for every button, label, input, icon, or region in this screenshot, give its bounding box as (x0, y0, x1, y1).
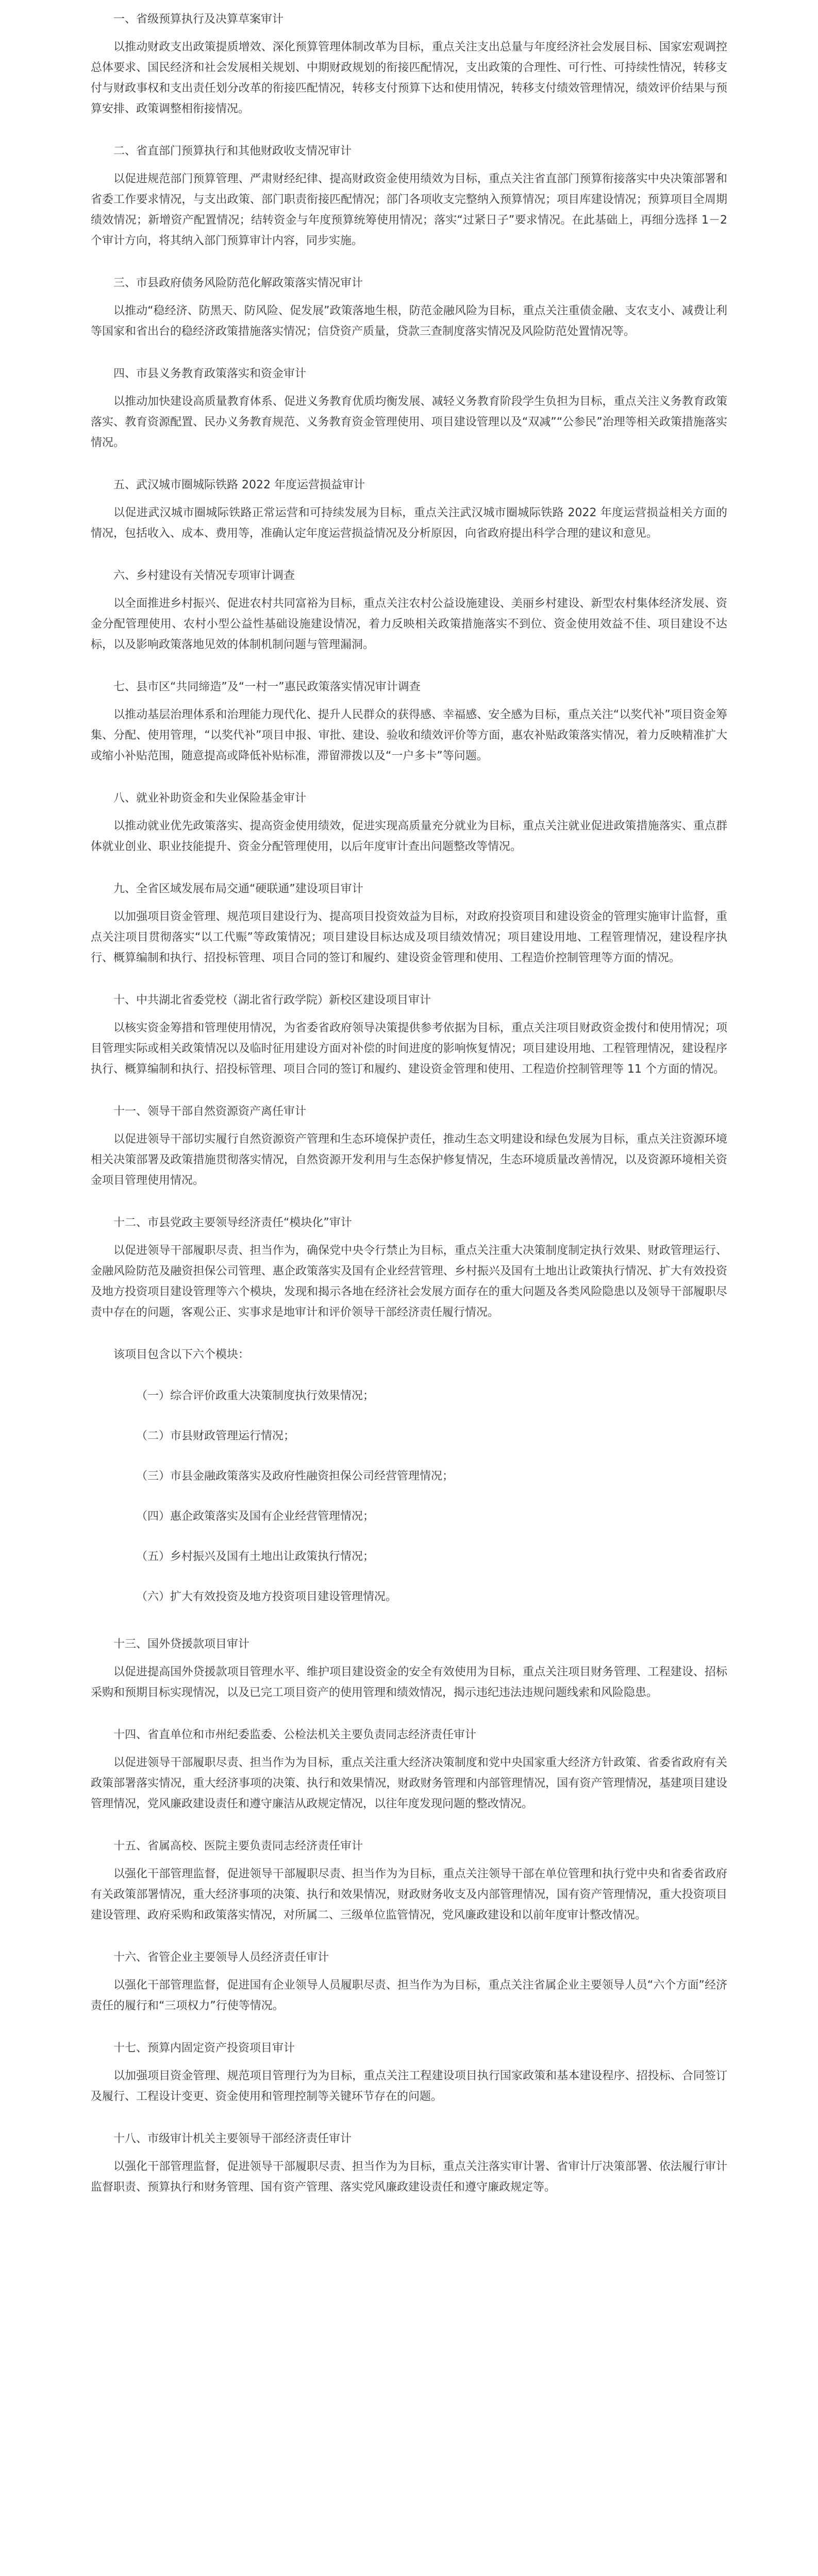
section-body: 以促进提高国外贷援款项目管理水平、维护项目建设资金的安全有效使用为目标，重点关注项目财务管理、工程建设、招标采购和预期目标实现情况，以及已完工项目资产的使用管理和绩效情况，揭示违纪违法违规问题线索和风险隐患。 (91, 1666, 727, 1699)
section (91, 364, 727, 453)
section-heading: 十一、领导干部自然资源资产离任审计 (113, 1105, 307, 1118)
section-heading: 七、县市区“共同缔造”及“一村一”惠民政策落实情况审计调查 (113, 681, 421, 693)
section (91, 141, 727, 251)
section (91, 1213, 727, 1323)
section-body: 以强化干部管理监督，促进领导干部履职尽责、担当作为为目标，重点关注领导干部在单位管理和执行党中央和省委省政府有关政策部署情况，重大经济事项的决策、执行和效果情况，财政财务收支及内部管理情况，国有资产管理情况，重大投资项目建设管理、政府采购和政策落实情况，对所属二、三级单位监管情况，党风廉政建设和以前年度审计整改情况。 (91, 1868, 727, 1922)
section (91, 1725, 727, 1815)
section-body: 以核实资金筹措和管理使用情况，为省委省政府领导决策提供参考依据为目标，重点关注项目财政资金拨付和使用情况；项目管理实际或相关政策情况以及临时征用建设方面对补偿的时间进度的影响恢复情况；项目建设用地、工程管理情况，建设程序执行、概算编制和执行、招投标管理、项目合同的签订和履约、建设资金管理和使用、工程造价控制管理等 11 个方面的情况。 (91, 1022, 727, 1076)
section-heading: 五、武汉城市圈城际铁路 2022 年度运营损益审计 (113, 479, 365, 492)
section-body: 以促进领导干部履职尽责、担当作为，确保党中央令行禁止为目标，重点关注重大决策制度制定执行效果、财政管理运行、金融风险防范及融资担保公司管理、惠企政策落实及国有企业经营管理、乡村振兴及国有土地出让政策执行情况、扩大有效投资及地方投资项目建设管理等六个模块，发现和揭示各地在经济社会发展方面存在的重大问题及各类风险隐患以及领导干部履职尽责中存在的问题，客观公正、实事求是地审计和评价领导干部经济责任履行情况。 (91, 1244, 727, 1319)
section-heading: 九、全省区域发展布局交通“硬联通”建设项目审计 (113, 883, 363, 895)
section (91, 677, 727, 767)
section-body: 以促进武汉城市圈城际铁路正常运营和可持续发展为目标，重点关注武汉城市圈城际铁路 2022 年度运营损益相关方面的情况，包括收入、成本、费用等，准确认定年度运营损益情况及分析原因，向省政府提出科学合理的建议和意见。 (91, 506, 727, 540)
section-heading: 三、市县政府债务风险防范化解政策落实情况审计 (113, 277, 363, 290)
section-body: 以全面推进乡村振兴、促进农村共同富裕为目标，重点关注农村公益设施建设、美丽乡村建设、新型农村集体经济发展、资金分配管理使用、农村小型公益性基础设施建设情况，着力反映相关政策措施落实不到位、资金使用效益不佳、项目建设不达标，以及影响政策落地见效的体制机制问题与管理漏洞。 (91, 597, 727, 651)
section-heading: 十七、预算内固定资产投资项目审计 (113, 2042, 295, 2055)
section-body: 以加强项目资金管理、规范项目管理行为为目标，重点关注工程建设项目执行国家政策和基本建设程序、招投标、合同签订及履行、工程设计变更、资金使用和管理控制等关键环节存在的问题。 (91, 2070, 727, 2103)
section-heading: 十八、市级审计机关主要领导干部经济责任审计 (113, 2132, 352, 2145)
section-body: 以促进领导干部切实履行自然资源资产管理和生态环境保护责任，推动生态文明建设和绿色发展为目标，重点关注资源环境相关决策部署及政策措施贯彻落实情况，自然资源开发利用与生态保护修复情况，生态环境质量改善情况，以及资源环境相关资金项目管理使用情况。 (91, 1133, 727, 1187)
sections-part-two (91, 1634, 727, 2198)
module-item: （四）惠企政策落实及国有企业经营管理情况； (136, 1510, 375, 1523)
section (91, 788, 727, 857)
section (91, 1947, 727, 2016)
module-list (91, 1386, 727, 1607)
section (91, 1836, 727, 1926)
section-heading: 十三、国外贷援款项目审计 (113, 1638, 250, 1651)
section-heading: 八、就业补助资金和失业保险基金审计 (113, 792, 307, 805)
module-item: （五）乡村振兴及国有土地出让政策执行情况； (136, 1550, 375, 1563)
section-heading: 十、中共湖北省委党校（湖北省行政学院）新校区建设项目审计 (113, 994, 431, 1007)
section (91, 273, 727, 342)
section (91, 475, 727, 544)
section (91, 9, 727, 120)
section-body: 以推动“稳经济、防黑天、防风险、促发展”政策落地生根，防范金融风险为目标，重点关注重债金融、支农支小、减费让利等国家和省出台的稳经济政策措施落实情况；信贷资产质量，贷款三查制度落实情况及风险防范处置情况等。 (91, 304, 727, 338)
section-body: 以推动财政支出政策提质增效、深化预算管理体制改革为目标，重点关注支出总量与年度经济社会发展目标、国家宏观调控总体要求、国民经济和社会发展相关规划、中期财政规划的衔接匹配情况，支出政策的合理性、可行性、可持续性情况，转移支付与财政事权和支出责任划分改革的衔接匹配情况，转移支付预算下达和使用情况，转移支付绩效管理情况，绩效评价结果与预算安排、政策调整相衔接情况。 (91, 41, 727, 115)
section-modules (91, 1345, 727, 1607)
module-item: （六）扩大有效投资及地方投资项目建设管理情况。 (136, 1590, 397, 1603)
section (91, 2129, 727, 2198)
section-heading: 十五、省属高校、医院主要负责同志经济责任审计 (113, 1840, 363, 1853)
section (91, 566, 727, 655)
section (91, 990, 727, 1080)
section-heading: 十四、省直单位和市州纪委监委、公检法机关主要负责同志经济责任审计 (113, 1728, 477, 1741)
section (91, 1101, 727, 1191)
section-body: 以强化干部管理监督，促进国有企业领导人员履职尽责、担当作为为目标，重点关注省属企业主要领导人员“六个方面”经济责任的履行和“三项权力”行使等情况。 (91, 1979, 727, 2012)
sections-part-one (91, 9, 727, 1323)
section-body: 以推动就业优先政策落实、提高资金使用绩效，促进实现高质量充分就业为目标，重点关注就业促进政策措施落实、重点群体就业创业、职业技能提升、资金分配管理使用，以后年度审计查出问题整改等情况。 (91, 820, 727, 853)
section-heading: 十二、市县党政主要领导经济责任“模块化”审计 (113, 1216, 352, 1229)
section (91, 879, 727, 969)
section-heading: 十六、省管企业主要领导人员经济责任审计 (113, 1951, 329, 1964)
section-heading: 二、省直部门预算执行和其他财政收支情况审计 (113, 145, 352, 158)
section-heading: 四、市县义务教育政策落实和资金审计 (113, 367, 307, 380)
section-body: 以推动基层治理体系和治理能力现代化、提升人民群众的获得感、幸福感、安全感为目标，重点关注“以奖代补”项目资金筹集、分配、使用管理，“以奖代补”项目申报、审批、建设、验收和绩效评价等方面，惠农补贴政策落实情况，着力反映精准扩大或缩小补贴范围，随意提高或降低补贴标准，滞留滞拨以及“一户多卡”等问题。 (91, 708, 727, 762)
module-item: （三）市县金融政策落实及政府性融资担保公司经营管理情况； (136, 1470, 454, 1483)
section-heading: 六、乡村建设有关情况专项审计调查 (113, 569, 295, 582)
modules-intro: 该项目包含以下六个模块： (113, 1348, 250, 1361)
module-item: （二）市县财政管理运行情况； (136, 1430, 295, 1443)
section-body: 以推动加快建设高质量教育体系、促进义务教育优质均衡发展、减轻义务教育阶段学生负担为目标，重点关注义务教育政策落实、教育资源配置、民办义务教育规范、义务教育资金管理使用、项目建设管理以及“双减”“公参民”治理等相关政策措施落实情况。 (91, 395, 727, 449)
section (91, 1634, 727, 1703)
section-body: 以促进规范部门预算管理、严肃财经纪律、提高财政资金使用绩效为目标，重点关注省直部门预算衔接落实中央决策部署和省委工作要求情况，与支出政策、部门职责衔接匹配情况；部门各项收支完整纳入预算情况；项目库建设情况；预算项目全周期绩效情况；新增资产配置情况；结转资金与年度预算统筹使用情况；落实“过紧日子”要求情况。在此基础上，再细分选择 1－2 个审计方向，将其纳入部门预算审计内容，同步实施。 (91, 173, 727, 247)
section-body: 以加强项目资金管理、规范项目建设行为、提高项目投资效益为目标，对政府投资项目和建设资金的管理实施审计监督，重点关注项目贯彻落实“以工代赈”等政策情况；项目建设目标达成及项目绩效情况；项目建设用地、工程管理情况，建设程序执行、概算编制和执行、招投标管理、项目合同的签订和履约、建设资金管理和使用、工程造价控制管理等方面的情况。 (91, 910, 727, 964)
section-heading: 一、省级预算执行及决算草案审计 (113, 13, 284, 26)
section-body: 以促进领导干部履职尽责、担当作为为目标，重点关注重大经济决策制度和党中央国家重大经济方针政策、省委省政府有关政策部署落实情况，重大经济事项的决策、执行和效果情况，财政财务管理和内部管理情况，国有资产管理情况，基建项目建设管理情况，党风廉政建设责任和遵守廉洁从政规定情况，以往年度发现问题的整改情况。 (91, 1756, 727, 1810)
module-item: （一）综合评价政重大决策制度执行效果情况； (136, 1389, 375, 1402)
section (91, 2038, 727, 2107)
section-body: 以强化干部管理监督，促进领导干部履职尽责、担当作为为目标，重点关注落实审计署、省审计厅决策部署、依法履行审计监督职责、预算执行和财务管理、国有资产管理、落实党风廉政建设责任和遵守廉政规定等。 (91, 2160, 727, 2194)
